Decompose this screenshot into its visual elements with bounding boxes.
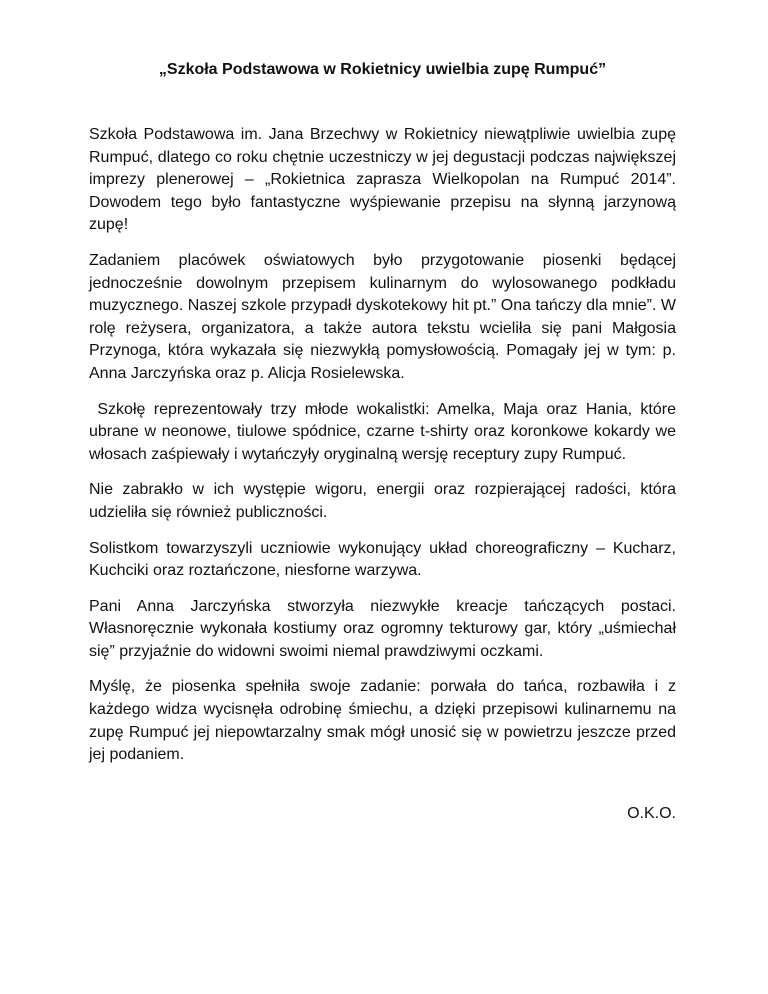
paragraph-task: Zadaniem placówek oświatowych było przygotowanie piosenki będącej jednocześnie dowolnym przepisem kulinarnym do wylosowanego podkładu muzycznego. Naszej szkole przypadł dyskotekowy hit pt.” Ona tańczy dla mnie”. W rolę reżysera, organizatora, a także autora tekstu wcieliła się pani Małgosia Przynoga, która wykazała się niezwykłą pomysłowością. Pomagały jej w tym: p. Anna Jarczyńska oraz p. Alicja Rosielewska. [89, 251, 676, 382]
document-title: „Szkoła Podstawowa w Rokietnicy uwielbia zupę Rumpuć” [158, 61, 607, 78]
paragraph-energy: Nie zabrakło w ich występie wigoru, energii oraz rozpierającej radości, która udzieliła się również publiczności. [89, 481, 676, 521]
paragraph-dancers: Solistkom towarzyszyli uczniowie wykonujący układ choreograficzny – Kucharz, Kuchciki oraz roztańczone, niesforne warzywa. [89, 539, 676, 580]
paragraph-vocalists: Szkołę reprezentowały trzy młode wokalistki: Amelka, Maja oraz Hania, które ubrane w neonowe, tiulowe spódnice, czarne t-shirty oraz koronkowe kokardy we włosach zaśpiewały i wytańczyły oryginalną wersję receptury zupy Rumpuć. [89, 400, 681, 463]
paragraph-conclusion: Myślę, że piosenka spełniła swoje zadanie: porwała do tańca, rozbawiła i z każdego widza wycisnęła odrobinę śmiechu, a dzięki przepisowi kulinarnemu na zupę Rumpuć jej niepowtarzalny smak mógł unosić się w powietrzu jeszcze przed jej podaniem. [89, 678, 676, 764]
paragraph-intro: Szkoła Podstawowa im. Jana Brzechwy w Rokietnicy niewątpliwie uwielbia zupę Rumpuć, dlatego co roku chętnie uczestniczy w jej degustacji podczas największej imprezy plenerowej – „Rokietnica zaprasza Wielkopolan na Rumpuć 2014”. Dowodem tego było fantastyczne wyśpiewanie przepisu na słynną jarzynową zupę! [89, 126, 676, 234]
document-page [89, 60, 681, 825]
paragraph-costumes: Pani Anna Jarczyńska stworzyła niezwykłe kreacje tańczących postaci. Własnoręcznie wykonała kostiumy oraz ogromny tekturowy gar, który „uśmiechał się” przyjaźnie do widowni swoimi niemal prawdziwymi oczkami. [89, 597, 676, 660]
signature: O.K.O. [627, 804, 676, 822]
